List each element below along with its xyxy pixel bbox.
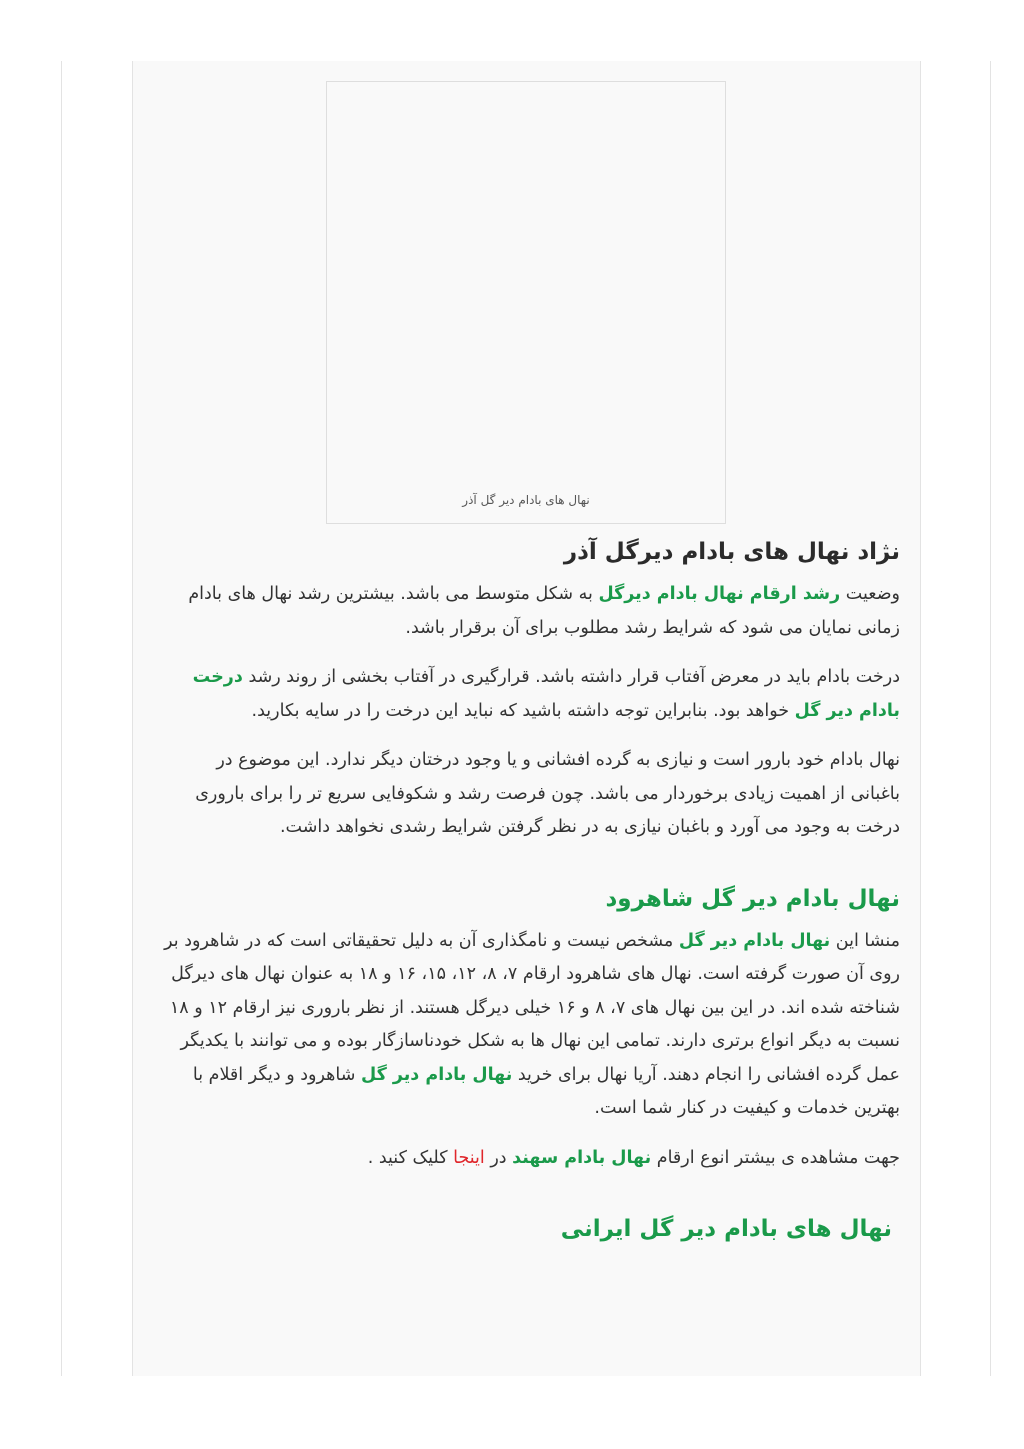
here-link[interactable]: اینجا — [453, 1147, 485, 1168]
paragraph — [152, 744, 900, 845]
keyword-link[interactable]: درخت بادام دیر گل — [192, 667, 900, 721]
text: کلیک کنید . — [367, 1147, 454, 1168]
keyword-link[interactable]: نهال بادام دیر گل — [678, 930, 831, 951]
text: خواهد بود. بنابراین توجه داشته باشید که نباید این درخت را در سایه بکارید. — [251, 700, 795, 721]
text: جهت مشاهده ی بیشتر انوع ارقام — [651, 1147, 900, 1168]
text: در — [484, 1147, 513, 1168]
paragraph — [152, 1142, 900, 1176]
section-heading: نهال بادام دیر گل شاهرود — [605, 885, 900, 912]
paragraph — [152, 661, 900, 728]
section-heading: نهال های بادام دیر گل ایرانی — [560, 1216, 892, 1243]
text: به شکل متوسط می باشد. بیشترین رشد نهال های بادام زمانی نمایان می شود که شرایط رشد مطلوب برای آن برقرار باشد. — [188, 584, 900, 638]
keyword-link[interactable]: نهال بادام سهند — [512, 1147, 652, 1168]
paragraph — [152, 925, 900, 1126]
image-caption: نهال های بادام دیر گل آذر — [462, 493, 590, 507]
text: وضعیت — [840, 584, 900, 605]
keyword-link[interactable]: نهال بادام دیر گل — [360, 1064, 513, 1085]
article-image — [326, 81, 726, 524]
text: مشخص نیست و نامگذاری آن به دلیل تحقیقاتی است که در شاهرود بر روی آن صورت گرفته است. نهال های شاهرود ارقام ۷، ۸، ۱۲، ۱۵، ۱۶ و ۱۸ به عنوان نهال های دیرگل شناخته شده اند. در این بین نهال های ۷، ۸ و ۱۶ خیلی دیرگل هستند. از نظر باروری نیز ارقام ۱۲ و ۱۸ نسبت به دیگر انواع برتری دارند. تمامی این نهال ها به شکل خودناسازگار بوده و می توانند با یکدیگر عمل گرده افشانی را انجام دهند. آریا نهال برای خرید — [164, 930, 900, 1085]
paragraph — [152, 578, 900, 645]
text: منشا این — [830, 930, 900, 951]
text: نهال بادام خود بارور است و نیازی به گرده افشانی و یا وجود درختان دیگر ندارد. این موضوع در باغبانی از اهمیت زیادی برخوردار می باشد. چون فرصت رشد و شکوفایی سریع تر را برای باروری درخت به وجود می آورد و باغبان نیازی به در نظر گرفتن شرایط رشدی نخواهد داشت. — [195, 750, 900, 838]
keyword-link[interactable]: رشد ارقام نهال بادام دیرگل — [598, 584, 841, 605]
text: شاهرود و دیگر اقلام با بهترین خدمات و کیفیت در کنار شما است. — [192, 1064, 900, 1119]
article-body — [152, 530, 900, 1256]
section-heading: نژاد نهال های بادام دیرگل آذر — [563, 539, 900, 565]
text: درخت بادام باید در معرض آفتاب قرار داشته باشد. قرارگیری در آفتاب بخشی از روند رشد — [242, 667, 900, 688]
